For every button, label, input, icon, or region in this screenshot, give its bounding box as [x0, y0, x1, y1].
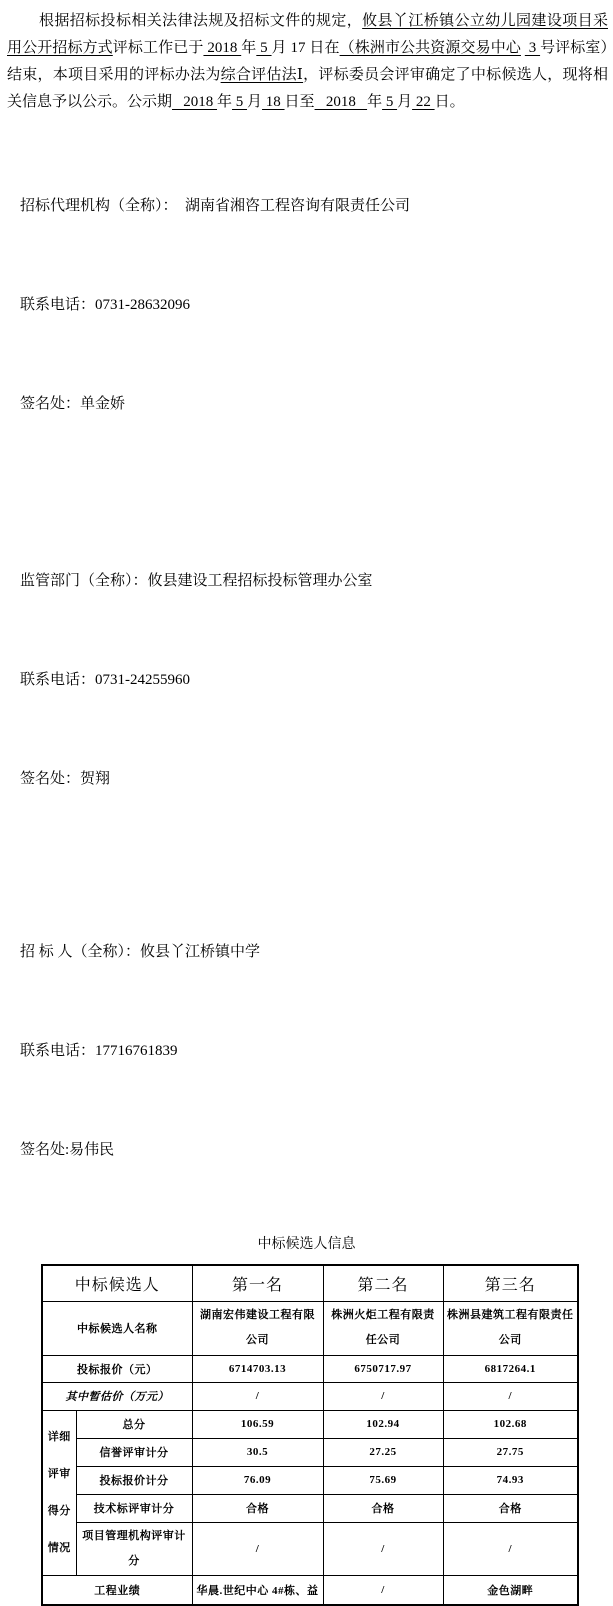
- table-title: 中标候选人信息: [257, 1237, 356, 1252]
- credit-score-1: 30.5: [192, 1438, 323, 1466]
- underlined-text-segment: 5: [256, 40, 272, 56]
- price-score-2: 75.69: [323, 1466, 443, 1494]
- agency-sign-line: 签名处：单金娇: [20, 396, 126, 412]
- public-notice-document: [0, 8, 613, 1597]
- underlined-text-segment: 攸县丫江桥镇公立幼儿园建设项目采用公开招标方式: [7, 13, 608, 56]
- credit-score-2: 27.25: [323, 1438, 443, 1466]
- total-score-1: 106.59: [192, 1410, 323, 1438]
- underlined-text-segment: 2018: [172, 94, 218, 110]
- estimate-price-3: /: [443, 1382, 578, 1410]
- technical-score-2: 合格: [323, 1494, 443, 1522]
- underlined-text-segment: 3: [524, 40, 541, 56]
- candidate-name-1: 湖南宏伟建设工程有限公司: [192, 1301, 323, 1355]
- tenderee-name-line: 招 标 人（全称）：攸县丫江桥镇中学: [20, 944, 261, 960]
- text-segment: 月: [397, 94, 413, 110]
- performance-1: 华晨.世纪中心 4#栋、益: [192, 1575, 323, 1605]
- supervisor-sign-line: 签名处：贺翔: [20, 771, 111, 787]
- label-management-score: 项目管理机构评审计分: [76, 1522, 192, 1575]
- estimate-price-1: /: [192, 1382, 323, 1410]
- total-score-row: [42, 1410, 578, 1438]
- candidates-table: [41, 1264, 579, 1606]
- agency-block: [20, 124, 613, 487]
- performance-3: 金色湖畔: [443, 1575, 578, 1605]
- text-segment: 评标工作已于: [112, 40, 204, 56]
- text-segment: 日至: [284, 94, 315, 110]
- label-estimate-price: 其中暂估价（万元）: [42, 1382, 192, 1410]
- supervisor-name-line: 监管部门（全称）：攸县建设工程招标投标管理办公室: [20, 573, 373, 589]
- credit-score-row: [42, 1438, 578, 1466]
- management-score-1: /: [192, 1522, 323, 1575]
- bid-price-2: 6750717.97: [323, 1355, 443, 1382]
- header-third-place: 第三名: [443, 1265, 578, 1301]
- underlined-text-segment: 5: [382, 94, 398, 110]
- total-score-2: 102.94: [323, 1410, 443, 1438]
- bid-price-1: 6714703.13: [192, 1355, 323, 1382]
- text-segment: 号评标室）结束，本项目采用的评标办法为: [7, 40, 609, 83]
- header-candidate: 中标候选人: [42, 1265, 192, 1301]
- management-score-row: [42, 1522, 578, 1575]
- candidate-name-3: 株洲县建筑工程有限责任公司: [443, 1301, 578, 1355]
- detail-score-group-label: 详细 评审 得分 情况: [42, 1410, 76, 1575]
- header-first-place: 第一名: [192, 1265, 323, 1301]
- text-segment: 月: [247, 94, 263, 110]
- text-segment: ，评标委员会评审确定了中标候选人，现将相关信息予以公示。公示期: [7, 67, 608, 110]
- label-total-score: 总分: [76, 1410, 192, 1438]
- management-score-3: /: [443, 1522, 578, 1575]
- tenderee-phone-line: 联系电话：17716761839: [20, 1043, 178, 1059]
- text-segment: 年: [217, 94, 233, 110]
- price-score-3: 74.93: [443, 1466, 578, 1494]
- agency-phone-line: 联系电话：0731-28632096: [20, 297, 190, 313]
- underlined-text-segment: 综合评估法Ⅰ: [220, 67, 304, 83]
- supervisor-phone-line: 联系电话：0731-24255960: [20, 672, 190, 688]
- label-candidate-name: 中标候选人名称: [42, 1301, 192, 1355]
- total-score-3: 102.68: [443, 1410, 578, 1438]
- supervisor-block: [20, 499, 613, 862]
- candidate-name-2: 株洲火炬工程有限责任公司: [323, 1301, 443, 1355]
- bid-price-row: [42, 1355, 578, 1382]
- technical-score-3: 合格: [443, 1494, 578, 1522]
- text-segment: 日。: [434, 94, 465, 110]
- underlined-text-segment: 5: [232, 94, 248, 110]
- technical-score-1: 合格: [192, 1494, 323, 1522]
- price-score-1: 76.09: [192, 1466, 323, 1494]
- underlined-text-segment: 2018: [314, 94, 368, 110]
- text-segment: 年: [241, 40, 257, 56]
- table-header-row: [42, 1265, 578, 1301]
- underlined-text-segment: 18: [262, 94, 285, 110]
- label-credit-score: 信誉评审计分: [76, 1438, 192, 1466]
- performance-row: [42, 1575, 578, 1605]
- underlined-text-segment: 2018: [203, 40, 242, 56]
- text-segment: 月 17 日在: [271, 40, 340, 56]
- label-technical-score: 技术标评审计分: [76, 1494, 192, 1522]
- text-segment: 根据招标投标相关法律法规及招标文件的规定，: [39, 13, 363, 29]
- label-bid-price: 投标报价（元）: [42, 1355, 192, 1382]
- candidate-name-row: [42, 1301, 578, 1355]
- performance-2: /: [323, 1575, 443, 1605]
- intro-paragraph: [7, 8, 608, 116]
- underlined-text-segment: （株洲市公共资源交易中心: [339, 40, 521, 56]
- estimate-price-2: /: [323, 1382, 443, 1410]
- estimate-price-row: [42, 1382, 578, 1410]
- header-second-place: 第二名: [323, 1265, 443, 1301]
- credit-score-3: 27.75: [443, 1438, 578, 1466]
- underlined-text-segment: 22: [412, 94, 435, 110]
- tenderee-block: [20, 870, 613, 1233]
- technical-score-row: [42, 1494, 578, 1522]
- tenderee-sign-line: 签名处:易伟民: [20, 1142, 115, 1158]
- bid-price-3: 6817264.1: [443, 1355, 578, 1382]
- price-score-row: [42, 1466, 578, 1494]
- management-score-2: /: [323, 1522, 443, 1575]
- label-price-score: 投标报价计分: [76, 1466, 192, 1494]
- text-segment: 年: [367, 94, 383, 110]
- agency-name-line: 招标代理机构（全称）： 湖南省湘咨工程咨询有限责任公司: [20, 198, 411, 214]
- label-performance: 工程业绩: [42, 1575, 192, 1605]
